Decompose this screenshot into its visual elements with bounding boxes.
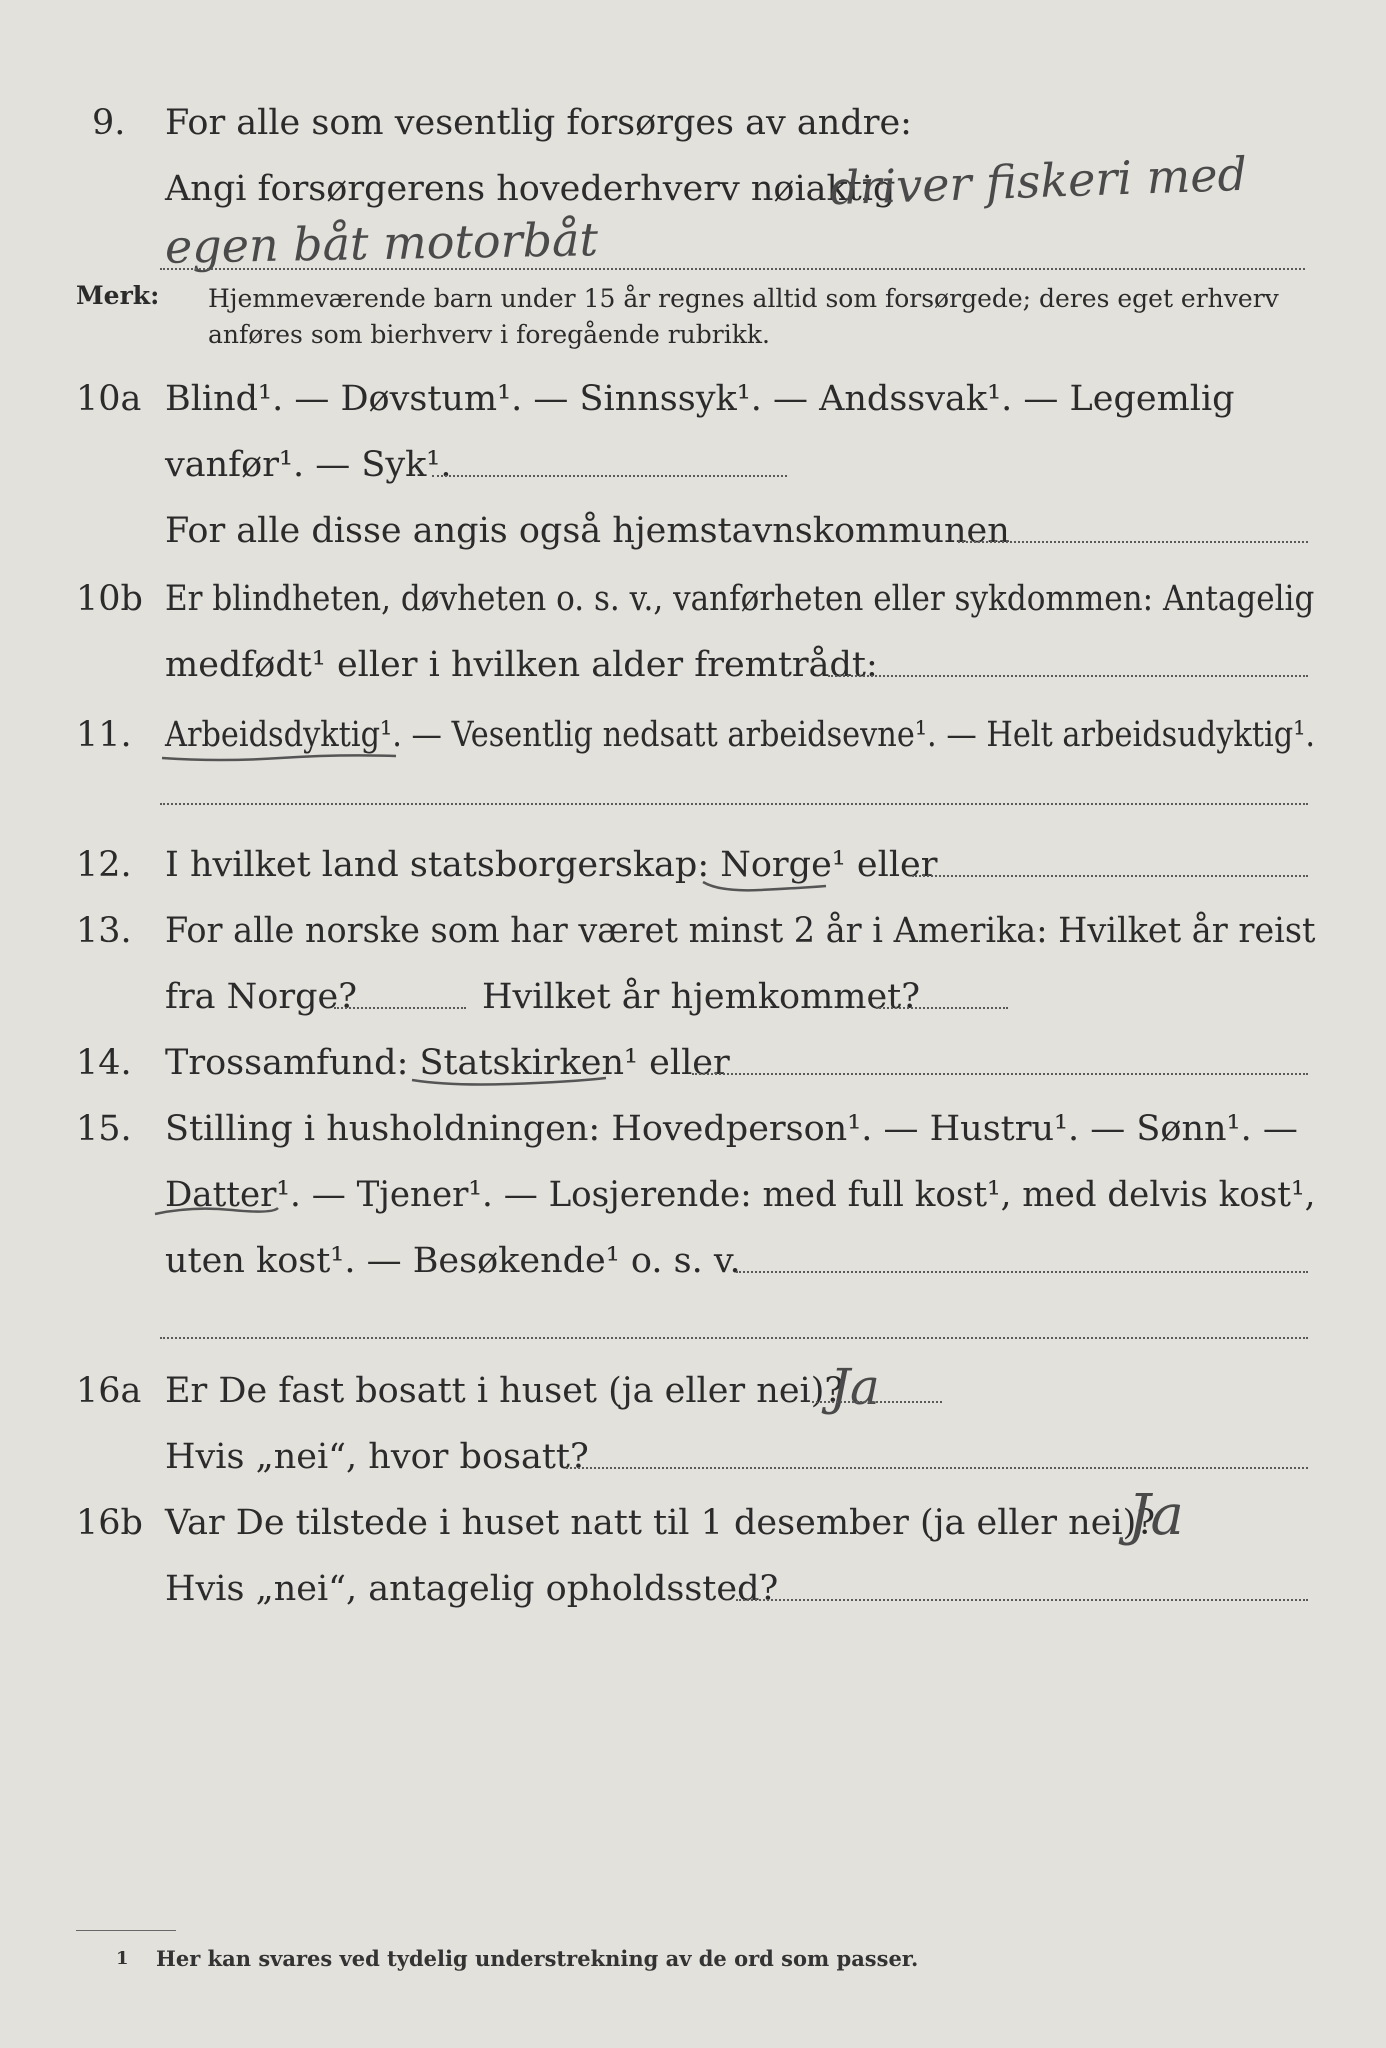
q16a-number: 16a (76, 1371, 142, 1411)
q10b-line1: Er blindheten, døvheten o. s. v., vanførheten eller sykdommen: Antagelig (165, 579, 1315, 619)
q15-dotted-line1 (736, 1271, 1308, 1273)
q16a-answer: Ja (830, 1358, 880, 1416)
q10a-line2: vanfør¹. — Syk¹. (165, 445, 452, 485)
q13-line2b: Hvilket år hjemkommet? (482, 977, 921, 1017)
q12-line1: I hvilket land statsborgerskap: Norge¹ eller (165, 845, 938, 885)
q16b-line1: Var De tilstede i huset natt til 1 desember (ja eller nei)? (165, 1503, 1156, 1543)
q10a-number: 10a (76, 379, 142, 419)
q14-statskirken-underline (410, 1072, 610, 1092)
q13-reist-dotted-line (334, 1007, 466, 1009)
q14-dotted-line (692, 1073, 1308, 1075)
q15-line1: Stilling i husholdningen: Hovedperson¹. — Hustru¹. — Sønn¹. — (165, 1109, 1298, 1149)
q15-number: 15. (76, 1109, 132, 1149)
q10a-kommune-dotted-line (958, 541, 1308, 543)
q15-line3: uten kost¹. — Besøkende¹ o. s. v. (165, 1241, 741, 1281)
q10a-syk-dotted-line (432, 475, 787, 477)
q15-datter-underline (152, 1200, 282, 1220)
q15-line2: Datter¹. — Tjener¹. — Losjerende: med full kost¹, med delvis kost¹, (165, 1175, 1316, 1215)
q11-line1: Arbeidsdyktig¹. — Vesentlig nedsatt arbeidsevne¹. — Helt arbeidsudyktig¹. (165, 715, 1316, 755)
q12-dotted-line (912, 875, 1308, 877)
q16a-bosatt-dotted-line (566, 1467, 1308, 1469)
q9-answer-dotted-line (160, 268, 1305, 270)
footnote-text: Her kan svares ved tydelig understrekning av de ord som passer. (156, 1946, 919, 1971)
q11-number: 11. (76, 715, 132, 755)
q16b-number: 16b (76, 1503, 143, 1543)
q9-line2: Angi forsørgerens hovederhverv nøiaktig (165, 169, 896, 209)
q10b-line2: medfødt¹ eller i hvilken alder fremtrådt: (165, 645, 878, 685)
q12-number: 12. (76, 845, 132, 885)
q13-number: 13. (76, 911, 132, 951)
q9-line1: For alle som vesentlig forsørges av andre: (165, 103, 912, 143)
q16b-dotted-line (736, 1599, 1308, 1601)
footnote-mark: 1 (116, 1948, 129, 1969)
q12-norge-underline (700, 876, 830, 894)
merk-label: Merk: (76, 281, 160, 310)
q11-arbeidsdyktig-underline (160, 746, 400, 764)
footnote-rule (76, 1930, 176, 1931)
q10b-dotted-line (828, 675, 1308, 677)
q10a-line3: For alle disse angis også hjemstavnskommunen (165, 511, 1010, 551)
q16b-line2: Hvis „nei“, antagelig opholdssted? (165, 1569, 779, 1609)
merk-line1: Hjemmeværende barn under 15 år regnes alltid som forsørgede; deres eget erhverv (208, 284, 1279, 313)
q9-answer-line2: egen båt motorbåt (164, 212, 599, 274)
q13-line2a: fra Norge? (165, 977, 357, 1017)
q11-dotted-line (160, 803, 1308, 805)
q16a-line1: Er De fast bosatt i huset (ja eller nei)? (165, 1371, 844, 1411)
q15-dotted-line2 (160, 1337, 1308, 1339)
q13-hjemkommet-dotted-line (876, 1007, 1008, 1009)
q10a-line1: Blind¹. — Døvstum¹. — Sinnssyk¹. — Andssvak¹. — Legemlig (165, 379, 1235, 419)
q16b-answer: Ja (1128, 1483, 1184, 1548)
q14-number: 14. (76, 1043, 132, 1083)
q10b-number: 10b (76, 579, 143, 619)
q9-answer-line1: driver fiskeri med (829, 146, 1248, 216)
merk-line2: anføres som bierhverv i foregående rubrikk. (208, 320, 770, 349)
q16a-answer-dotted-line (812, 1401, 942, 1403)
q16a-line2: Hvis „nei“, hvor bosatt? (165, 1437, 589, 1477)
q14-line1: Trossamfund: Statskirken¹ eller (165, 1043, 730, 1083)
q9-number: 9. (92, 103, 126, 143)
q13-line1: For alle norske som har været minst 2 år i Amerika: Hvilket år reist (165, 911, 1316, 951)
